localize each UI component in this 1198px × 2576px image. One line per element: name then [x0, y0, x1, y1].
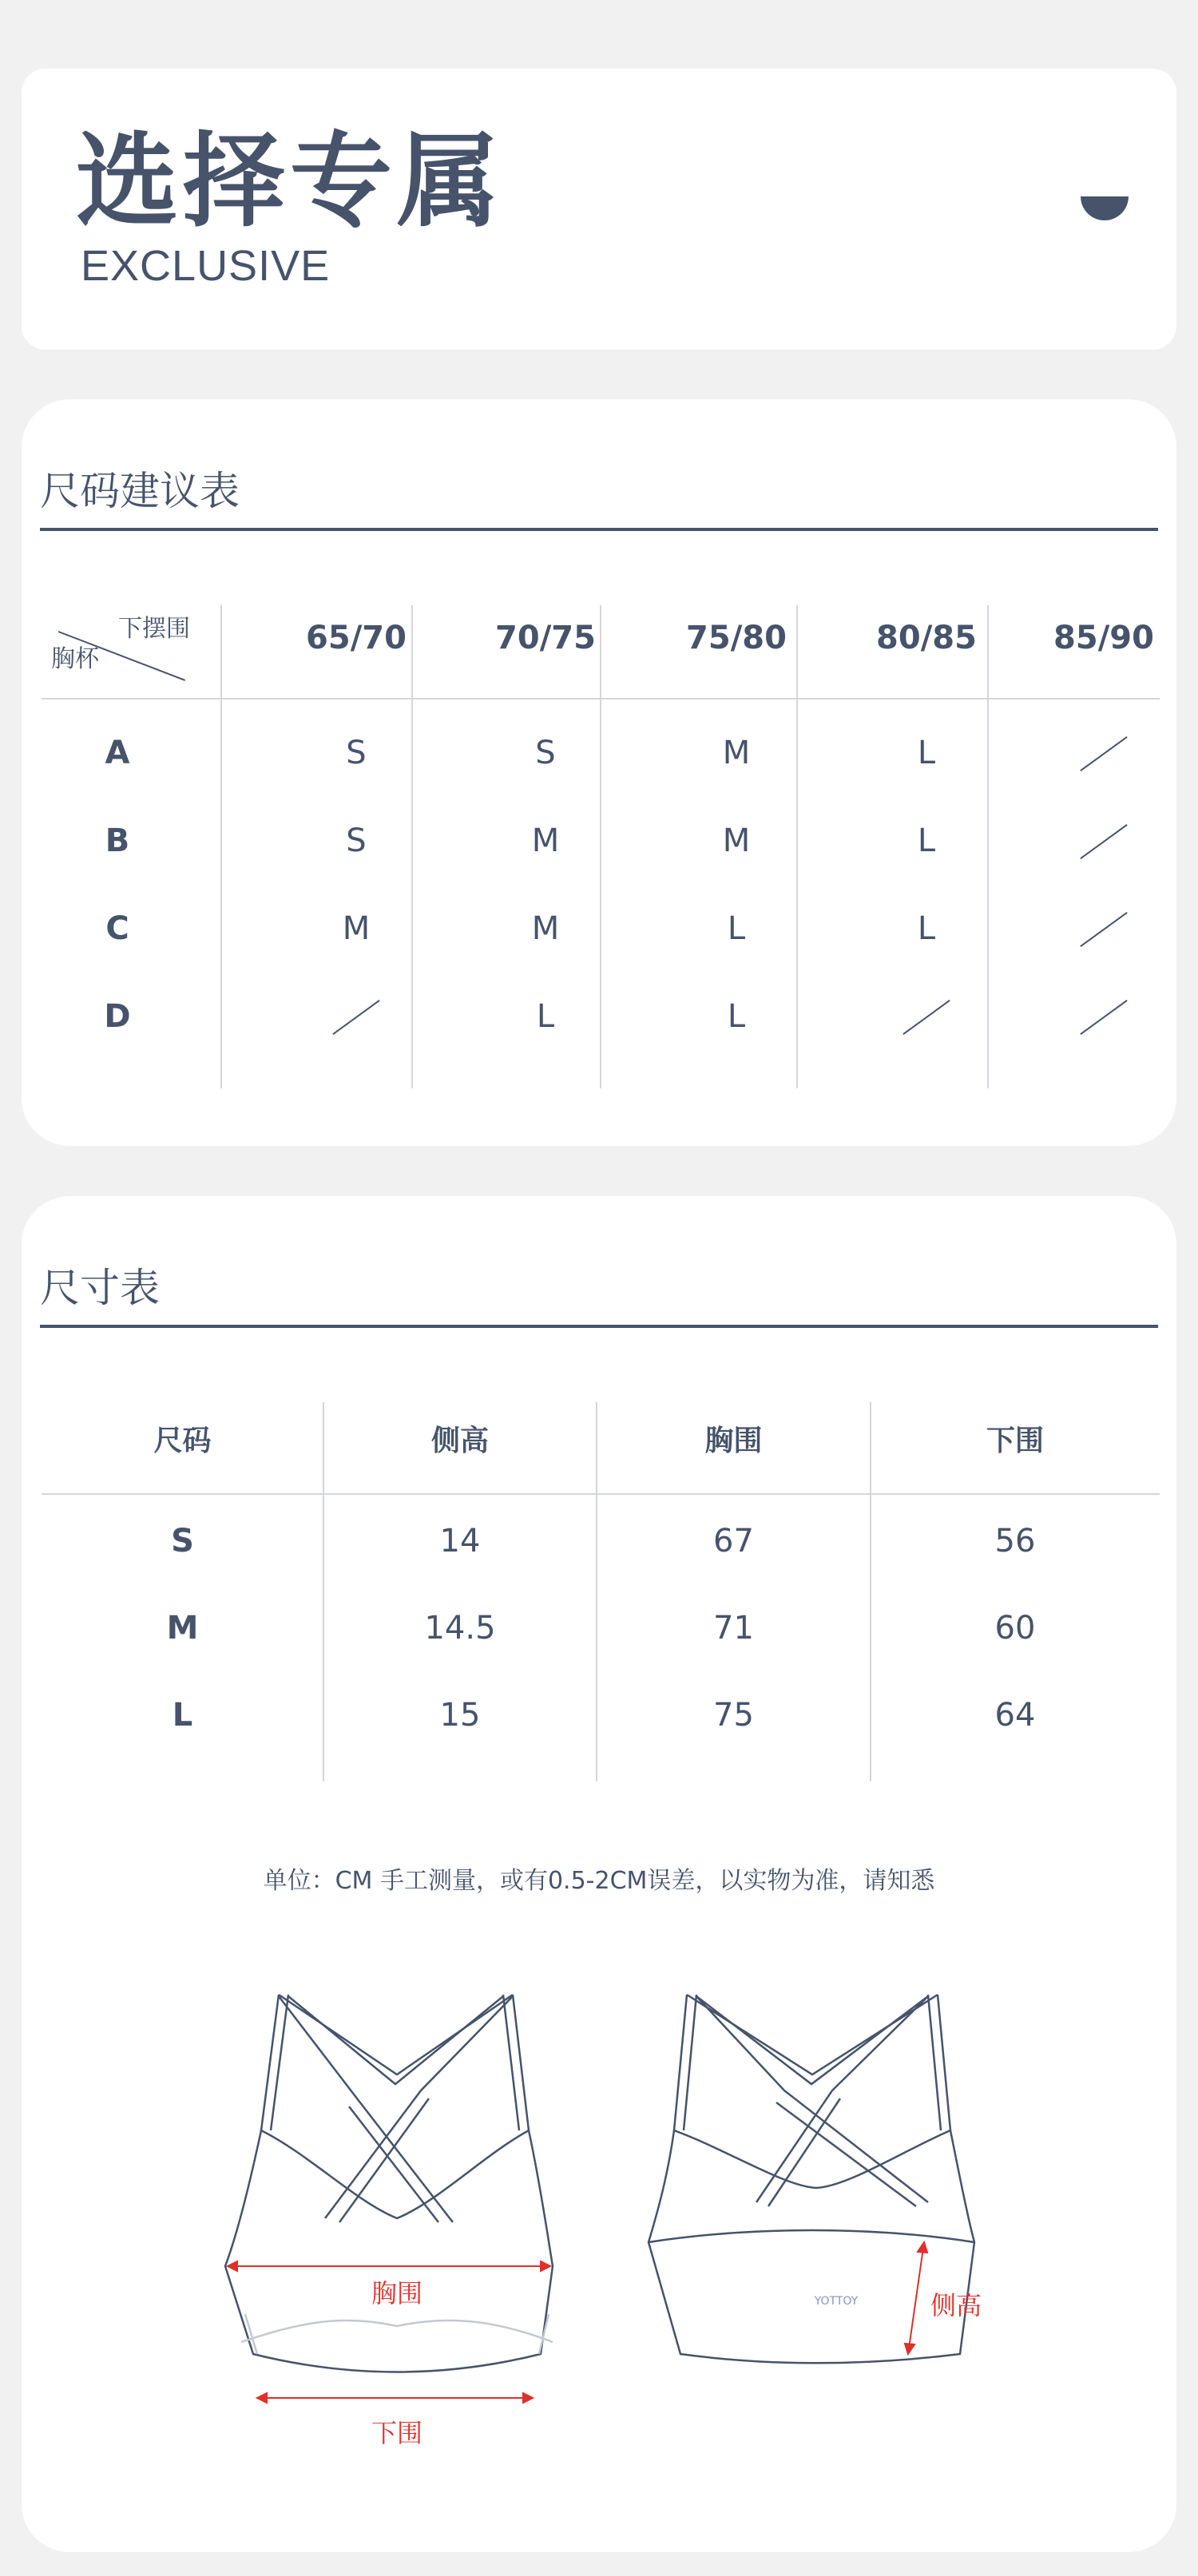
page-subtitle: EXCLUSIVE	[81, 242, 331, 290]
measurement-cell: 15	[439, 1697, 481, 1734]
front-view-diagram	[189, 1979, 605, 2474]
not-available-slash	[1080, 1000, 1127, 1035]
column-header-70-75: 70/75	[495, 620, 596, 656]
chest-label: 胸围	[371, 2278, 423, 2308]
column-header-75-80: 75/80	[686, 620, 787, 656]
front-body-outline	[225, 2130, 553, 2372]
size-cell: M	[722, 822, 751, 859]
section-divider	[40, 528, 1158, 531]
column-header-85-90: 85/90	[1053, 620, 1154, 656]
not-available-slash	[902, 1000, 950, 1035]
measurement-cell: 67	[713, 1523, 754, 1559]
size-cell: L	[917, 910, 936, 947]
front-strap-right	[513, 1995, 529, 2130]
measurement-cell: 71	[713, 1610, 754, 1647]
back-view-diagram	[625, 1979, 1040, 2474]
header-card	[22, 69, 1176, 350]
size-cell: L	[917, 735, 936, 771]
side-height-label: 侧高	[930, 2290, 982, 2320]
page-title: 选择专属	[76, 122, 505, 241]
column-header: 胸围	[704, 1424, 763, 1457]
measurement-cell: 64	[994, 1697, 1036, 1734]
not-available-slash	[1080, 824, 1127, 859]
size-cell: S	[535, 735, 556, 771]
measurement-cell: 14	[439, 1523, 481, 1559]
table-header-divider	[42, 1493, 1160, 1495]
corner-label-cup: 胸杯	[51, 645, 99, 673]
size-cell: M	[722, 735, 751, 771]
side-measure-line	[908, 2242, 924, 2354]
size-cell: L	[536, 998, 555, 1035]
cup-label-A: A	[105, 735, 130, 771]
column-header: 侧高	[430, 1424, 489, 1457]
size-cell: M	[342, 910, 371, 947]
front-cross-strap	[325, 1996, 513, 2218]
section-title-size-recommendation: 尺码建议表	[40, 468, 240, 514]
size-cell: M	[531, 822, 560, 859]
size-chart-card	[22, 1196, 1176, 2552]
section-title-size-chart: 尺寸表	[40, 1265, 160, 1311]
unit-note: 单位：CM 手工测量，或有0.5-2CM误差，以实物为准，请知悉	[263, 1867, 935, 1895]
table-header-divider	[42, 698, 1160, 699]
cup-label-D: D	[104, 998, 131, 1035]
size-cell: L	[727, 998, 746, 1035]
size-label: L	[172, 1697, 193, 1734]
size-cell: L	[917, 822, 936, 859]
half-circle-icon[interactable]	[1081, 196, 1129, 220]
size-cell: S	[346, 735, 367, 771]
size-label: S	[171, 1523, 194, 1559]
size-cell: L	[727, 910, 746, 947]
back-cross-strap	[756, 1996, 928, 2202]
size-cell: S	[346, 822, 367, 859]
measurement-cell: 56	[994, 1523, 1036, 1559]
table-column-divider	[220, 605, 222, 1088]
corner-label-hem: 下摆围	[118, 615, 190, 643]
measurement-cell: 60	[994, 1610, 1036, 1647]
brand-mark: YOTTOY	[814, 2295, 859, 2308]
size-cell: M	[531, 910, 560, 947]
measurement-cell: 14.5	[424, 1610, 496, 1647]
not-available-slash	[1080, 736, 1127, 771]
size-recommendation-card	[22, 399, 1176, 1146]
column-header: 下围	[986, 1424, 1044, 1457]
not-available-slash	[1080, 912, 1127, 947]
cup-label-C: C	[105, 910, 129, 947]
not-available-slash	[332, 1000, 379, 1035]
section-divider	[40, 1325, 1158, 1328]
front-strap-left	[261, 1995, 279, 2130]
size-label: M	[166, 1610, 199, 1647]
bottom-label: 下围	[371, 2418, 423, 2448]
cup-label-B: B	[105, 822, 130, 859]
column-header-65-70: 65/70	[306, 620, 407, 656]
measurement-cell: 75	[713, 1697, 754, 1734]
column-header: 尺码	[153, 1424, 212, 1457]
column-header-80-85: 80/85	[876, 620, 977, 656]
